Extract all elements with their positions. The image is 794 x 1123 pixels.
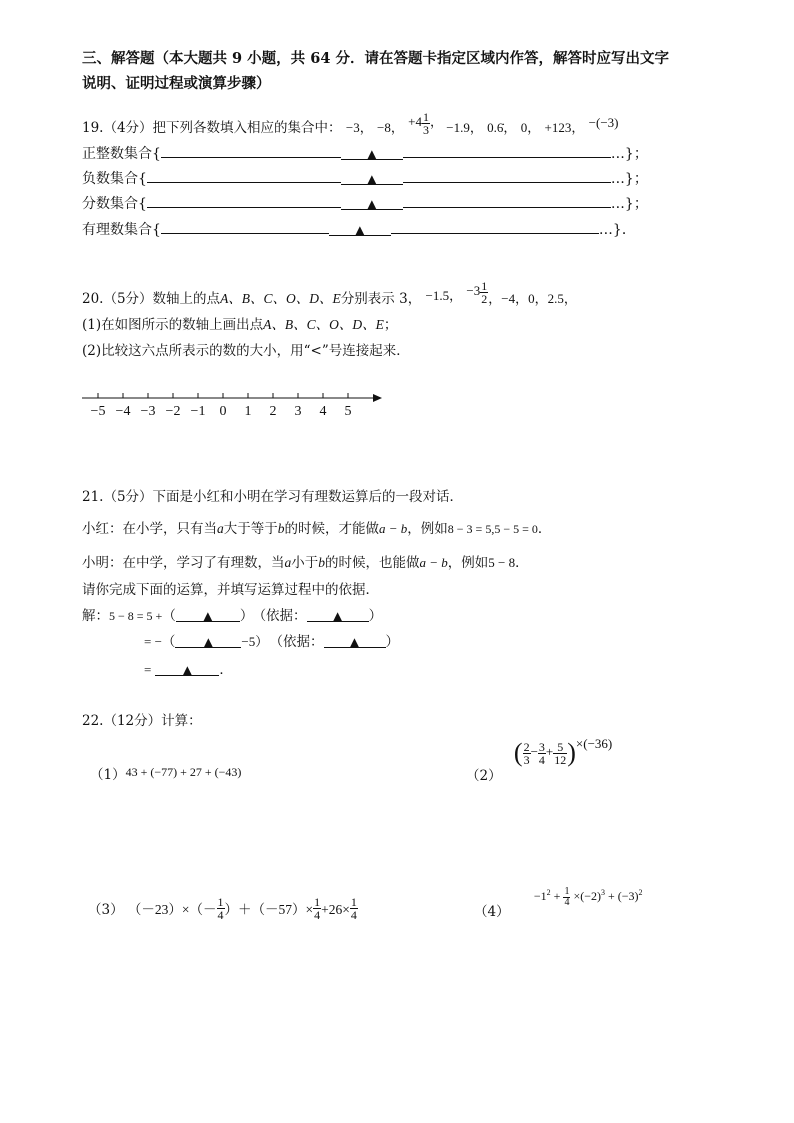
q21-ming: 小明：在中学，学习了有理数，当a小于b的时候，也能做a − b，例如5 − 8． — [82, 555, 529, 571]
q19-num-1: −3， — [345, 120, 373, 135]
q20-stem-line — [82, 278, 577, 313]
q20-stem-b: 分别表示 3， — [340, 291, 422, 307]
q21-hong: 小红：在小学，只有当a大于等于b的时候，才能做a − b，例如8 − 3 = 5,5 − 5 = 0． — [82, 521, 552, 537]
q19-set-fractions[interactable] — [82, 193, 648, 215]
q22-part3: （3） （－23）×（－ $\frac{1}{4}$ ）＋（－57）× $\frac{1}{4}$ +26× $\frac{1}{4}$ — [88, 895, 357, 922]
set-end: …}． — [598, 222, 636, 238]
q20-value-1: −1.5， — [425, 288, 463, 303]
q19-num-4: 0.6̇， — [487, 120, 517, 135]
axis-tick-label: −3 — [140, 404, 156, 419]
q19-num-2: −8， — [377, 120, 404, 135]
axis-tick-label: 4 — [319, 404, 327, 419]
q20-points: A、B、C、O、D、E — [220, 291, 341, 306]
q19-set-negatives[interactable] — [82, 168, 648, 190]
q21-stem: 21.（5分）下面是小红和小明在学习有理数运算后的一段对话． — [82, 489, 464, 505]
q19-stem-line — [82, 109, 619, 142]
answer-marker: ▲ — [367, 172, 377, 186]
q22-stem: 22.（12分）计算： — [82, 713, 202, 729]
number-line — [80, 388, 390, 428]
set-end: …}； — [610, 196, 648, 212]
axis-tick-label: 0 — [219, 404, 227, 419]
q20-rest: ，−4，0，2.5， — [488, 291, 577, 306]
q20-part1: (1)在如图所示的数轴上画出点A、B、C、O、D、E； — [82, 317, 398, 333]
q19-num-5: 0， — [520, 120, 541, 135]
q21-solution-line1[interactable]: 解：5 − 8 = 5 +（ ▲ ） （依据： ▲ ） — [82, 608, 383, 624]
q19-neg-paren: −(−3) — [588, 115, 619, 130]
q19-num-6: +123， — [544, 120, 585, 135]
q19-num-3: −1.9， — [446, 120, 483, 135]
set-label: 负数集合{ — [82, 171, 147, 187]
set-label: 分数集合{ — [82, 196, 147, 212]
axis-tick-label: 3 — [294, 404, 302, 419]
set-label: 正整数集合{ — [82, 146, 161, 162]
section-header-line2: 说明、证明过程或演算步骤） — [82, 75, 271, 92]
q20-mixed-number: −3 $\frac{1}{2}$ — [466, 278, 488, 306]
q21-ask: 请你完成下面的运算，并填写运算过程中的依据． — [82, 582, 379, 598]
set-end: …}； — [610, 171, 648, 187]
q22-part2: （2） ( $\frac{2}{3}$ − $\frac{3}{4}$ + $\frac{5}{12}$ )×(−36) — [466, 735, 613, 784]
q19-set-positive-integers[interactable] — [82, 143, 648, 165]
answer-marker: ▲ — [355, 223, 365, 237]
q22-part1: （1）43 + (−77) + 27 + (−43) — [90, 765, 242, 783]
q22-part4: $(4) -1^2$ + $\frac{1}{4}$ $\times(-2)^3 + (-3)^2$ — [474, 885, 643, 920]
axis-tick-label: 2 — [269, 404, 277, 419]
section-header-line1: 三、解答题（本大题共 9 小题，共 64 分．请在答题卡指定区域内作答，解答时应写出文字 — [82, 50, 669, 67]
axis-tick-label: 5 — [344, 404, 352, 419]
q20-stem-a: 20.（5分）数轴上的点 — [82, 291, 221, 307]
q21-solution-line2[interactable]: = −（ ▲ −5） （依据： ▲ ） — [144, 634, 400, 650]
q19-stem: 19.（4分）把下列各数填入相应的集合中： — [82, 120, 342, 136]
axis-tick-label: −4 — [115, 404, 131, 419]
axis-tick-label: −5 — [90, 404, 106, 419]
q19-mixed-whole: +4 — [408, 114, 422, 129]
answer-marker: ▲ — [367, 197, 377, 211]
q19-set-rationals[interactable] — [82, 219, 636, 241]
q19-mixed-number: +4 $\frac{1}{3}$ ， — [408, 109, 447, 137]
set-label: 有理数集合{ — [82, 222, 161, 238]
q21-solution-line3[interactable]: = ▲ ． — [144, 662, 233, 678]
q20-part2: (2)比较这六点所表示的数的大小，用“<”号连接起来． — [82, 343, 410, 359]
answer-marker: ▲ — [367, 147, 377, 161]
axis-tick-label: −2 — [165, 404, 181, 419]
axis-tick-label: −1 — [190, 404, 206, 419]
axis-tick-label: 1 — [244, 404, 252, 419]
set-end: …}； — [610, 146, 648, 162]
q19-mixed-fraction: $\frac{1}{3}$ — [422, 109, 429, 137]
